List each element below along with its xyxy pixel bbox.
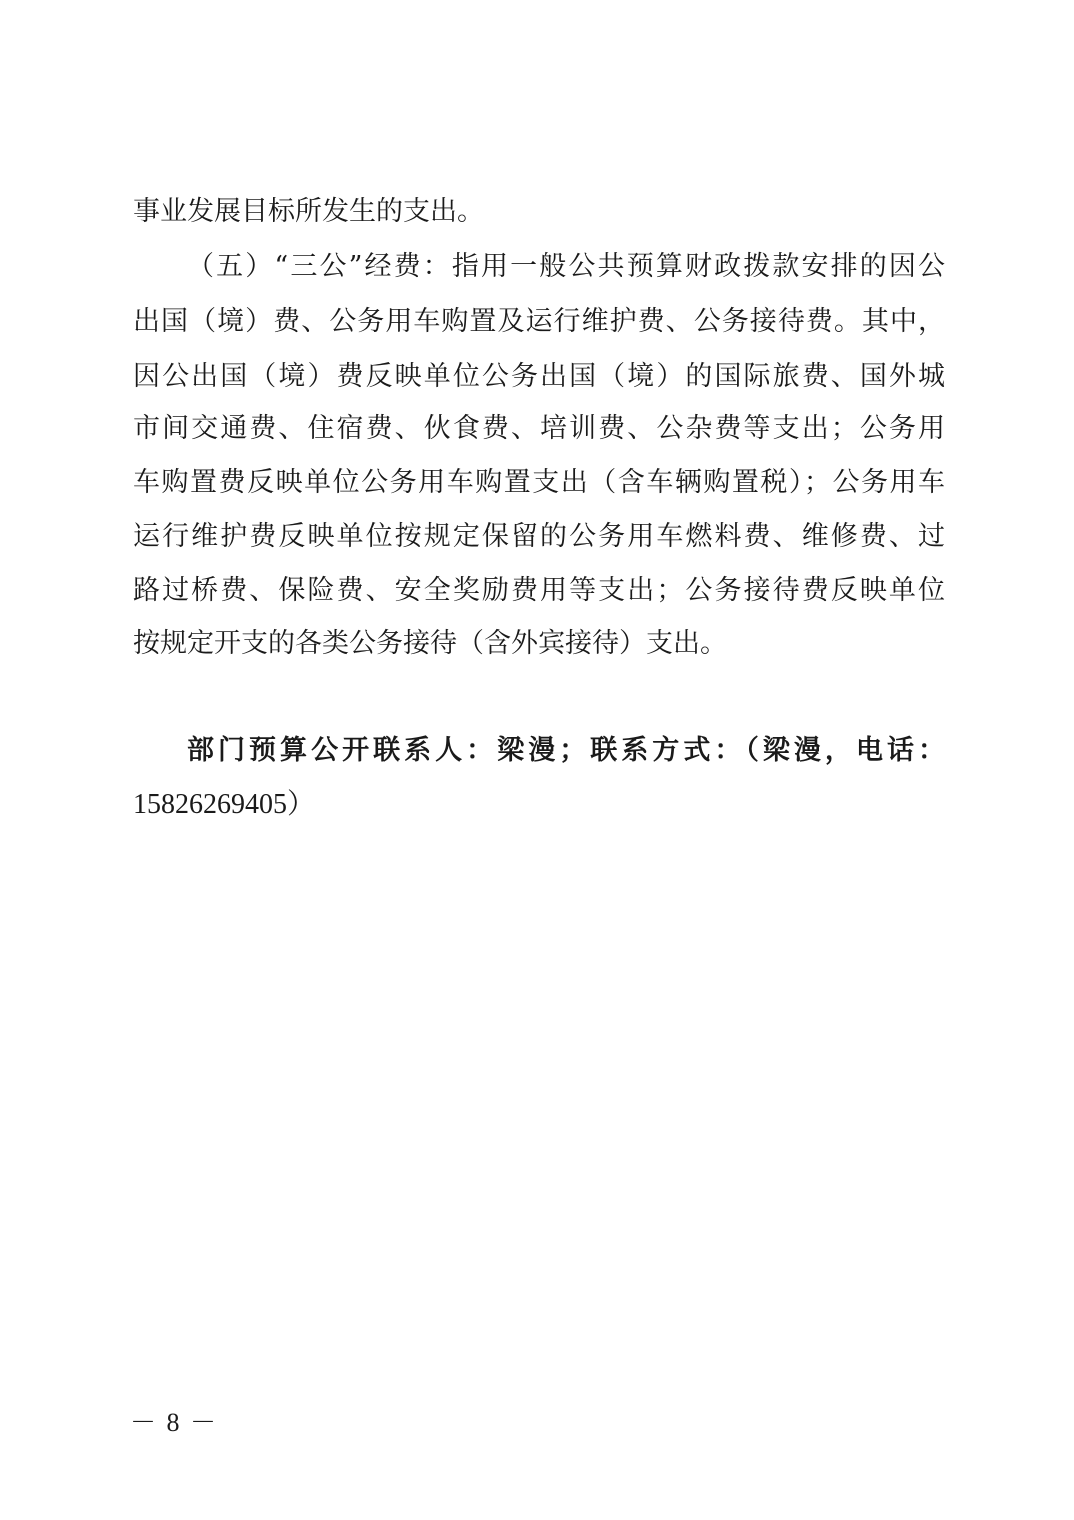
body-text-line: 路过桥费、保险费、安全奖励费用等支出；公务接待费反映单位 [133,575,945,606]
body-text-line: 市间交通费、住宿费、伙食费、培训费、公杂费等支出；公务用 [133,413,945,444]
page-number: － 8 － [130,1408,219,1437]
body-text-line: 运行维护费反映单位按规定保留的公务用车燃料费、维修费、过 [133,521,945,552]
contact-info-line: 部门预算公开联系人：梁漫；联系方式：（梁漫，电话： [187,735,945,766]
body-text-line: 因公出国（境）费反映单位公务出国（境）的国际旅费、国外城 [133,361,945,392]
contact-phone: 15826269405） [133,789,316,820]
body-text-line: 按规定开支的各类公务接待（含外宾接待）支出。 [133,628,727,659]
section-heading-line: （五）“三公”经费：指用一般公共预算财政拨款安排的因公 [187,251,945,282]
body-text-line: 出国（境）费、公务用车购置及运行维护费、公务接待费。其中， [133,306,945,337]
body-text-line: 车购置费反映单位公务用车购置支出（含车辆购置税）；公务用车 [133,467,945,498]
body-text-line: 事业发展目标所发生的支出。 [133,196,484,227]
